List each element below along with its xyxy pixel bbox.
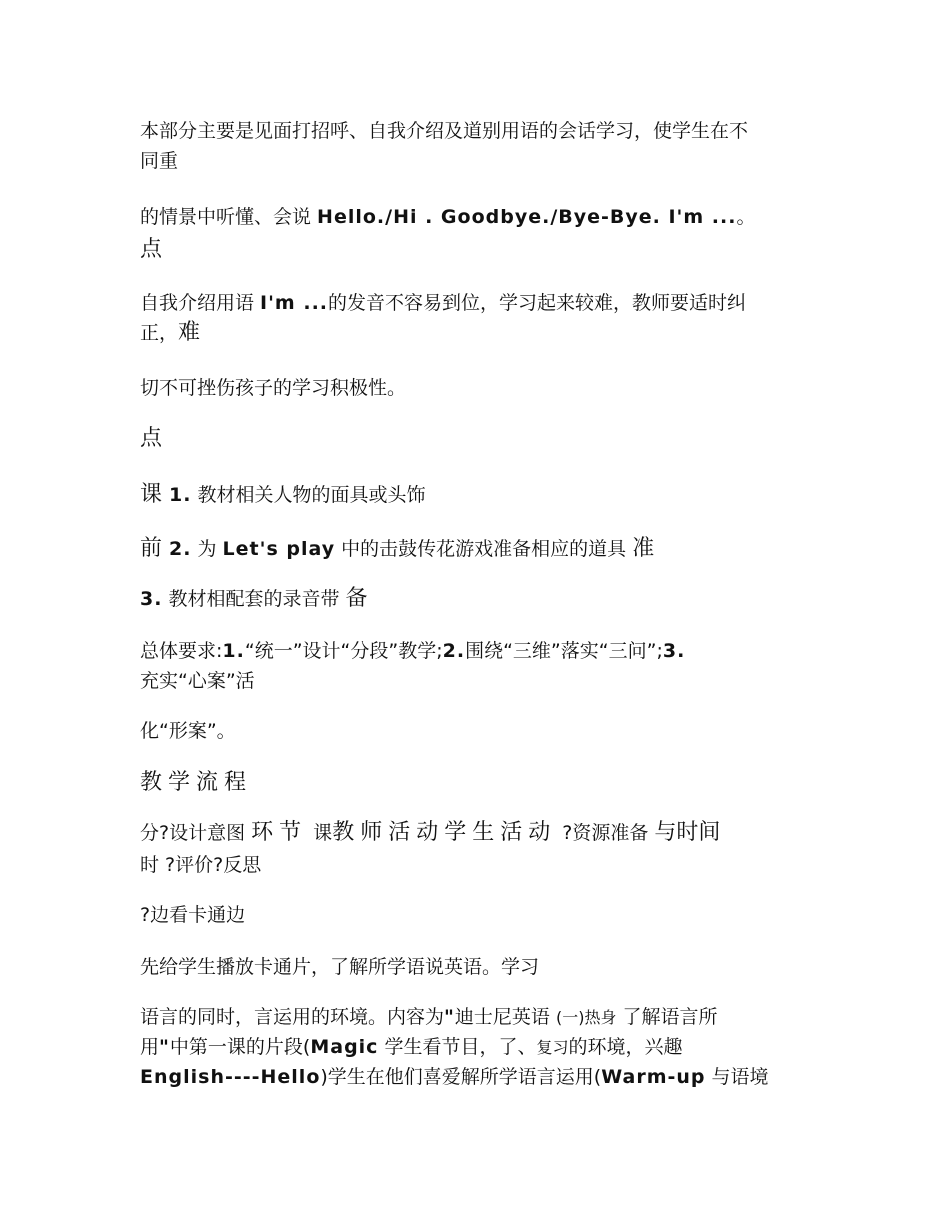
paragraph-difficulty: [140, 288, 820, 318]
text-run-small: 复习: [536, 1038, 569, 1057]
table-header-row: [140, 818, 820, 848]
prep-item-1: [140, 480, 820, 510]
text-run-bold: Let's play: [222, 538, 336, 560]
text-run-small: (一)热身: [555, 1008, 617, 1027]
text-run: 了解语言所: [616, 1006, 718, 1028]
text-run: 迪士尼英语: [454, 1006, 556, 1028]
table-cell-text: 先给学生播放卡通片，了解所学语说英语。学习: [140, 956, 540, 978]
table-cell-text: [140, 1002, 820, 1033]
text-run: 课: [307, 822, 333, 844]
text-run-bold: I'm ...: [260, 292, 328, 314]
list-number: 1.: [169, 484, 192, 506]
text-run: 中的击鼓传花游戏准备相应的道具: [335, 538, 633, 560]
column-heading: 教师活动学生活动: [332, 820, 557, 845]
text-run: 的发音不容易到位，学习起来较难，教师要适时纠: [328, 292, 747, 314]
text-run: 学生看节目，了、: [378, 1036, 537, 1058]
text-run: 分?设计意图: [140, 822, 252, 844]
text-run-bold: English----Hello: [140, 1066, 321, 1088]
text-run: 用: [140, 1036, 160, 1058]
text-run: 语言的同时，言运用的环境。内容为: [140, 1006, 445, 1028]
paragraph-requirements-end: 化“形案”。: [140, 720, 236, 742]
text-run-bold: Magic: [310, 1036, 379, 1058]
prep-item-2: [140, 534, 820, 564]
text-run-bold: ": [444, 1006, 455, 1028]
paragraph-intro: [140, 116, 820, 176]
table-cell-text: [140, 1032, 820, 1063]
text-run: )学生在他们喜爱解所学语言运用(: [320, 1066, 602, 1088]
margin-label: 备: [345, 586, 368, 611]
list-number: 2.: [442, 640, 466, 662]
margin-label: 课: [140, 482, 169, 507]
section-heading: 教学流程: [140, 770, 253, 795]
margin-label: 前: [140, 536, 169, 561]
paragraph-requirements-cont: 充实“心案”活: [140, 670, 255, 692]
text-run: 总体要求:: [140, 640, 223, 662]
text-run: 正，: [140, 322, 179, 344]
margin-label: 点: [140, 237, 163, 262]
table-cell-text: [140, 1062, 820, 1092]
text-run: 教材相关人物的面具或头饰: [191, 484, 426, 506]
column-heading: 环节: [251, 820, 308, 845]
text-run: 本部分主要是见面打招呼、自我介绍及道别用语的会话学习，使学生在不: [140, 120, 749, 142]
text-run: 。: [736, 206, 756, 228]
table-header-row-cont: 时 ?评价?反思: [140, 854, 262, 876]
text-run: 的情景中听懂、会说: [140, 206, 318, 228]
text-run: 自我介绍用语: [140, 292, 261, 314]
list-number: 2.: [169, 538, 192, 560]
text-run-bold: Warm-up: [601, 1066, 706, 1088]
paragraph-difficulty-cont: [140, 318, 820, 348]
paragraph-caution: 切不可挫伤孩子的学习积极性。: [140, 377, 407, 399]
margin-label: 难: [178, 320, 201, 345]
text-run-bold: Hello./Hi . Goodbye./Bye-Bye. I'm ...: [317, 206, 737, 228]
margin-label: 点: [140, 426, 163, 451]
text-run: 围绕“三维”落实“三问”;: [465, 640, 663, 662]
list-number: 3.: [140, 588, 163, 610]
paragraph-requirements: [140, 636, 820, 666]
text-run-bold: ": [159, 1036, 170, 1058]
text-run: 的环境，兴趣: [568, 1036, 683, 1058]
table-cell-text: ?边看卡通边: [140, 904, 246, 926]
margin-label: 准: [632, 536, 655, 561]
list-number: 1.: [222, 640, 245, 662]
text-run: 中第一课的片段(: [169, 1036, 311, 1058]
list-number: 3.: [662, 640, 686, 662]
text-run: 同重: [140, 150, 179, 172]
text-run: 与语境: [705, 1066, 769, 1088]
paragraph-phrases: [140, 202, 820, 232]
prep-item-3: [140, 584, 820, 614]
text-run: 为: [191, 538, 223, 560]
column-heading: 与时间: [654, 820, 721, 845]
text-run: 教材相配套的录音带: [162, 588, 346, 610]
text-run: ?资源准备: [556, 822, 655, 844]
text-run: “统一”设计“分段”教学;: [244, 640, 443, 662]
